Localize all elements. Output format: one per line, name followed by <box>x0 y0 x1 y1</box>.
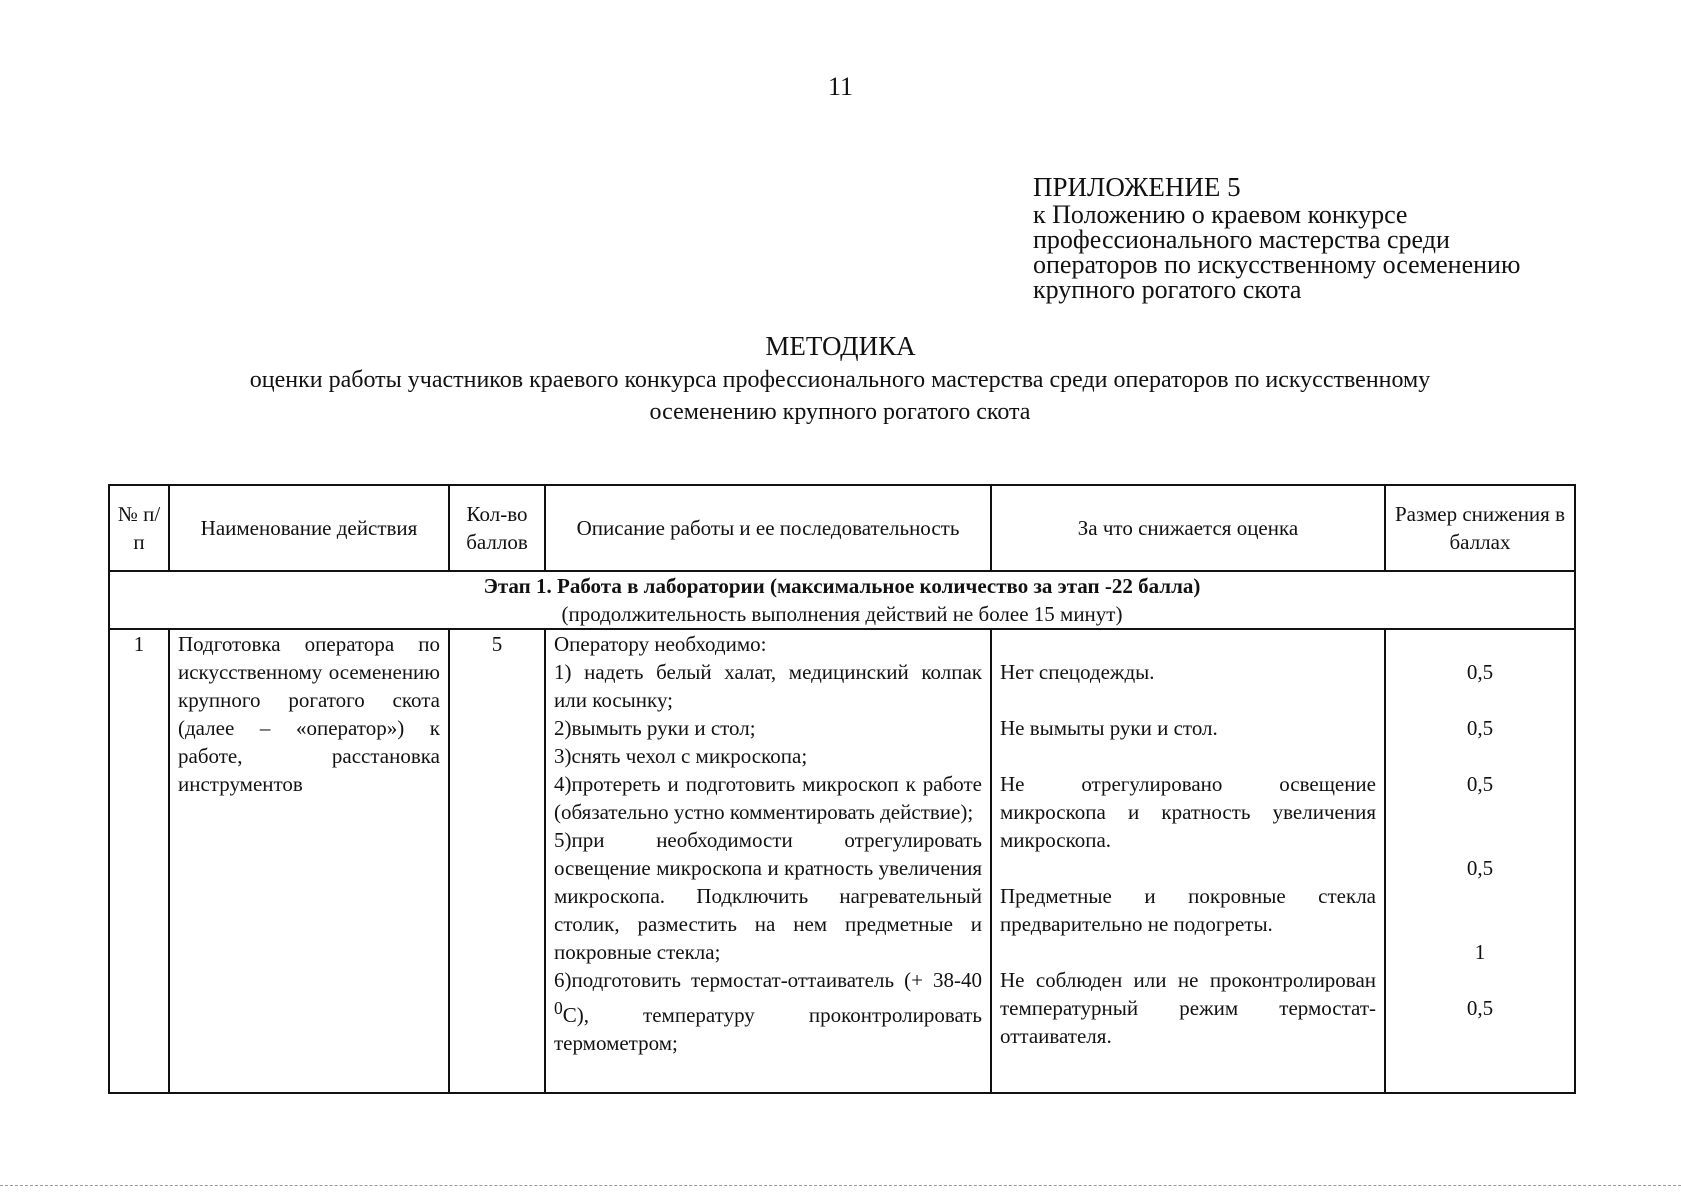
row-reductions <box>1385 629 1575 1093</box>
step-5: 5)при необходимости отрегулировать освещение микроскопа и кратность увеличения микроскопа. Подключить нагревательный столик, разместить на нем предметные и покровные стекла; <box>554 828 982 964</box>
scan-artifact-line <box>0 1185 1681 1188</box>
header-action-name: Наименование действия <box>169 485 449 571</box>
degree-mark: 0 <box>554 998 563 1018</box>
stage-cell <box>109 571 1575 629</box>
step-6 <box>554 966 982 1057</box>
row-points: 5 <box>449 629 545 1093</box>
header-points: Кол-во баллов <box>449 485 545 571</box>
step-6-part-a: 6)подготовить термостат-оттаиватель (+ 38-40 <box>554 968 982 992</box>
step-3: 3)снять чехол с микроскопа; <box>554 744 808 768</box>
row-num: 1 <box>109 629 169 1093</box>
stage-row <box>109 571 1575 629</box>
reduction-5: 1 <box>1474 940 1486 964</box>
reduction-2: 0,5 <box>1466 716 1494 740</box>
header-reduction: Размер снижения в баллах <box>1385 485 1575 571</box>
appendix-line: профессионального мастерства среди <box>1033 225 1450 254</box>
row-description <box>545 629 991 1093</box>
evaluation-table <box>108 484 1576 1094</box>
appendix-block <box>1033 172 1633 302</box>
step-6-part-b: С), температуру проконтролировать термометром; <box>554 1003 982 1055</box>
header-description: Описание работы и ее последовательность <box>545 485 991 571</box>
header-criteria: За что снижается оценка <box>991 485 1385 571</box>
appendix-title: ПРИЛОЖЕНИЕ 5 <box>1033 172 1241 202</box>
criterion-2: Не вымыты руки и стол. <box>1000 716 1218 740</box>
step-intro: Оператору необходимо: <box>554 632 767 656</box>
criterion-4: Предметные и покровные стекла предварительно не подогреты. <box>1000 884 1376 936</box>
reduction-3: 0,5 <box>1466 772 1494 796</box>
reduction-1: 0,5 <box>1466 660 1494 684</box>
criterion-3: Не отрегулировано освещение микроскопа и кратность увеличения микроскопа. <box>1000 772 1376 852</box>
step-2: 2)вымыть руки и стол; <box>554 716 756 740</box>
reduction-6: 0,5 <box>1466 996 1494 1020</box>
step-4: 4)протереть и подготовить микроскоп к работе (обязательно устно комментировать действие); <box>554 772 982 824</box>
row-criteria <box>991 629 1385 1093</box>
criterion-1: Нет спецодежды. <box>1000 660 1155 684</box>
appendix-line: операторов по искусственному осеменению <box>1033 250 1521 279</box>
table-header-row <box>109 485 1575 571</box>
step-1: 1) надеть белый халат, медицинский колпак или косынку; <box>554 660 982 712</box>
page-number: 11 <box>827 72 854 101</box>
appendix-line: к Положению о краевом конкурсе <box>1033 200 1408 229</box>
document-subtitle-line: осеменению крупного рогатого скота <box>649 399 1031 425</box>
document-title: МЕТОДИКА <box>765 331 916 361</box>
appendix-line: крупного рогатого скота <box>1033 275 1302 304</box>
criterion-5: Не соблюден или не проконтролирован температурный режим термостат-оттаивателя. <box>1000 968 1376 1048</box>
header-num: № п/п <box>109 485 169 571</box>
stage-duration: (продолжительность выполнения действий не более 15 минут) <box>561 602 1123 626</box>
row-action-name: Подготовка оператора по искусственному осеменению крупного рогатого скота (далее – «оператор») к работе, расстановка инструментов <box>169 629 449 1093</box>
document-subtitle-line: оценки работы участников краевого конкурса профессионального мастерства среди операторов по искусственному <box>249 367 1431 393</box>
reduction-4: 0,5 <box>1466 856 1494 880</box>
document-subtitle <box>120 364 1560 428</box>
table-row <box>109 629 1575 1093</box>
stage-title: Этап 1. Работа в лаборатории (максимальное количество за этап -22 балла) <box>483 574 1201 598</box>
